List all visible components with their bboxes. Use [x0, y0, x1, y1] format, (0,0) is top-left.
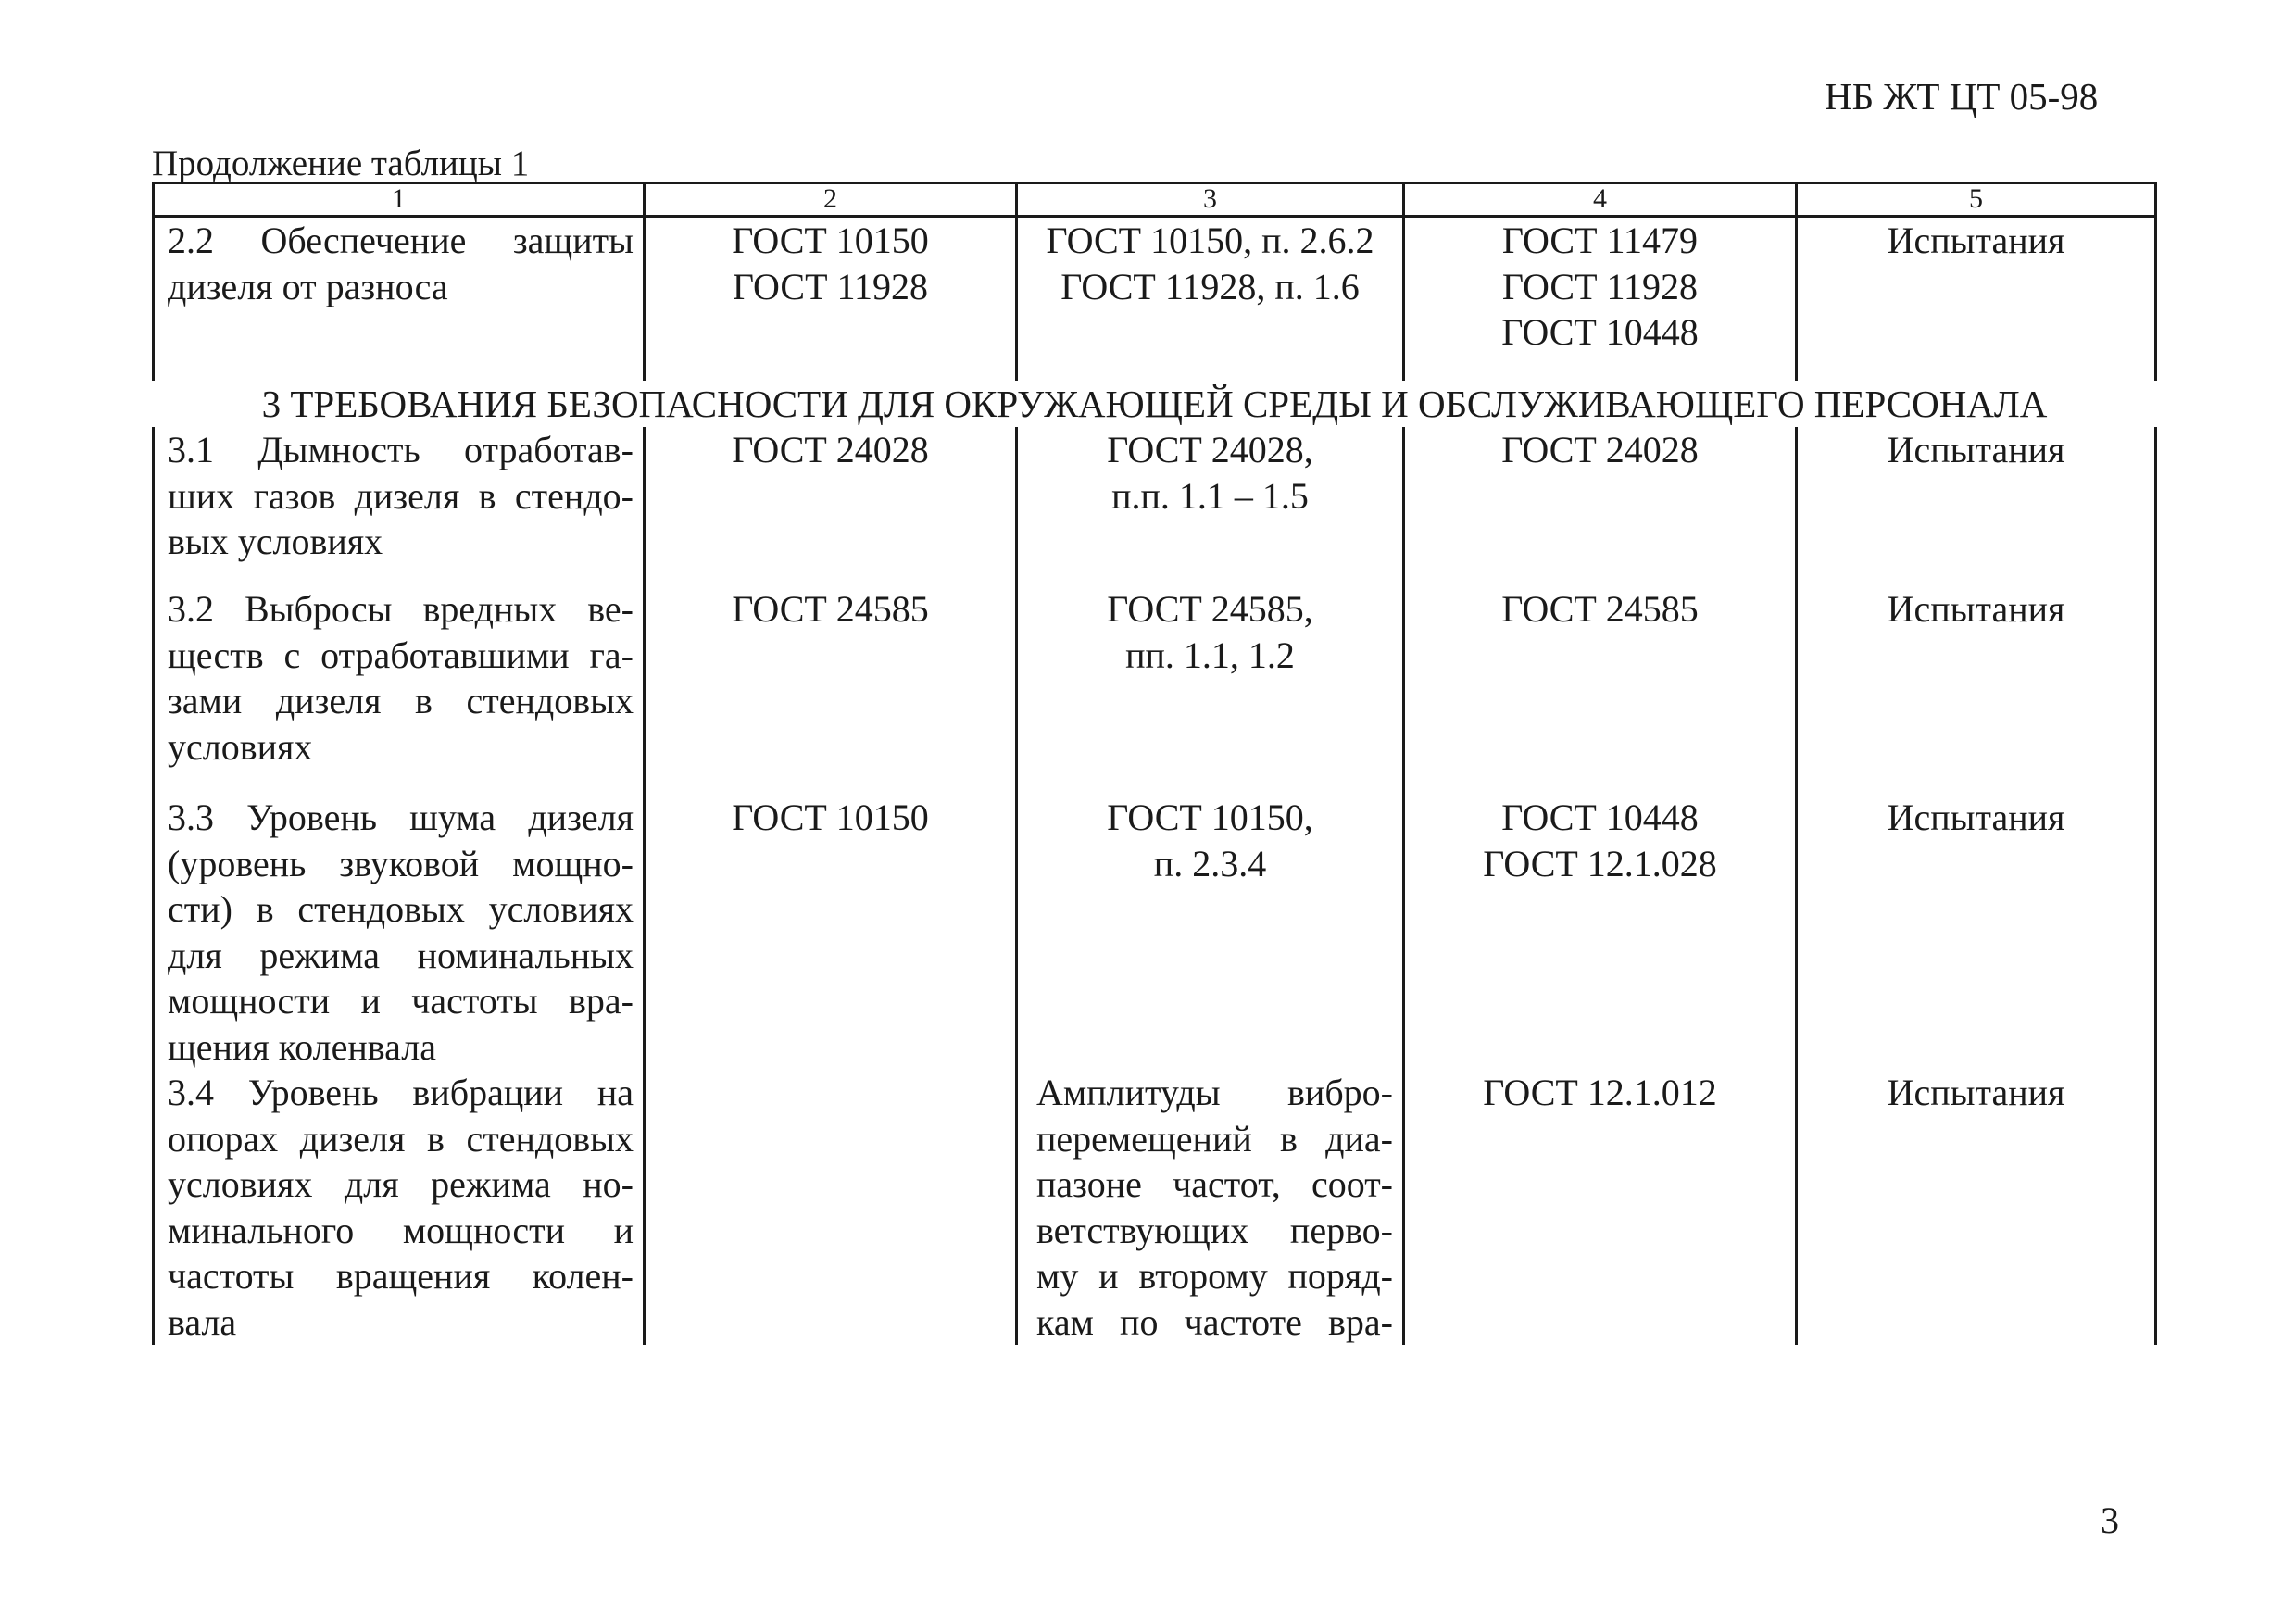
requirement-cell: 3.2 Выбросы вредных ве- ществ с отработавшими га- зами дизеля в стендовых условиях: [154, 586, 645, 795]
column-header-5: 5: [1797, 183, 2156, 217]
norm-cell: ГОСТ 24028, п.п. 1.1 – 1.5: [1017, 427, 1404, 586]
column-header-2: 2: [645, 183, 1017, 217]
norm-cell: ГОСТ 10150, п. 2.3.4: [1017, 795, 1404, 1070]
control-cell: Испытания: [1797, 795, 2156, 1070]
control-cell: Испытания: [1797, 586, 2156, 795]
table-header-row: [154, 183, 2156, 217]
document-code: НБ ЖТ ЦТ 05-98: [1825, 75, 2099, 118]
standard-cell: [645, 1070, 1017, 1345]
table-row: [154, 427, 2156, 586]
requirements-table: [152, 182, 2157, 1345]
norm-cell: ГОСТ 24585, пп. 1.1, 1.2: [1017, 586, 1404, 795]
requirement-cell: 3.4 Уровень вибрации на опорах дизеля в стендовых условиях для режима но- минального мощности и частоты вращения колен- вала: [154, 1070, 645, 1345]
method-cell: ГОСТ 10448 ГОСТ 12.1.028: [1404, 795, 1797, 1070]
standard-cell: ГОСТ 24028: [645, 427, 1017, 586]
method-cell: ГОСТ 11479 ГОСТ 11928 ГОСТ 10448: [1404, 217, 1797, 382]
standard-cell: ГОСТ 10150 ГОСТ 11928: [645, 217, 1017, 382]
table-row: [154, 217, 2156, 382]
column-header-1: 1: [154, 183, 645, 217]
table-row: [154, 795, 2156, 1070]
section-title-row: [154, 381, 2156, 427]
requirement-cell: 3.3 Уровень шума дизеля (уровень звуковой мощно- сти) в стендовых условиях для режима номинальных мощности и частоты вра- щения коленвала: [154, 795, 645, 1070]
table-row: [154, 1070, 2156, 1345]
page-number: 3: [2101, 1499, 2119, 1541]
standard-cell: ГОСТ 10150: [645, 795, 1017, 1070]
method-cell: ГОСТ 24585: [1404, 586, 1797, 795]
table-row: [154, 586, 2156, 795]
requirement-cell: 3.1 Дымность отработав- ших газов дизеля в стендо- вых условиях: [154, 427, 645, 586]
standard-cell: ГОСТ 24585: [645, 586, 1017, 795]
control-cell: Испытания: [1797, 1070, 2156, 1345]
requirement-cell: 2.2 Обеспечение защиты дизеля от разноса: [154, 217, 645, 382]
norm-cell: Амплитуды вибро- перемещений в диа- пазоне частот, соот- ветствующих перво- му и второму поряд- кам по частоте вра-: [1017, 1070, 1404, 1345]
section-title: 3 ТРЕБОВАНИЯ БЕЗОПАСНОСТИ ДЛЯ ОКРУЖАЮЩЕЙ СРЕДЫ И ОБСЛУЖИВАЮЩЕГО ПЕРСОНАЛА: [261, 383, 2048, 425]
table-caption: Продолжение таблицы 1: [152, 144, 530, 183]
method-cell: ГОСТ 12.1.012: [1404, 1070, 1797, 1345]
column-header-3: 3: [1017, 183, 1404, 217]
norm-cell: ГОСТ 10150, п. 2.6.2 ГОСТ 11928, п. 1.6: [1017, 217, 1404, 382]
method-cell: ГОСТ 24028: [1404, 427, 1797, 586]
column-header-4: 4: [1404, 183, 1797, 217]
control-cell: Испытания: [1797, 427, 2156, 586]
control-cell: Испытания: [1797, 217, 2156, 382]
